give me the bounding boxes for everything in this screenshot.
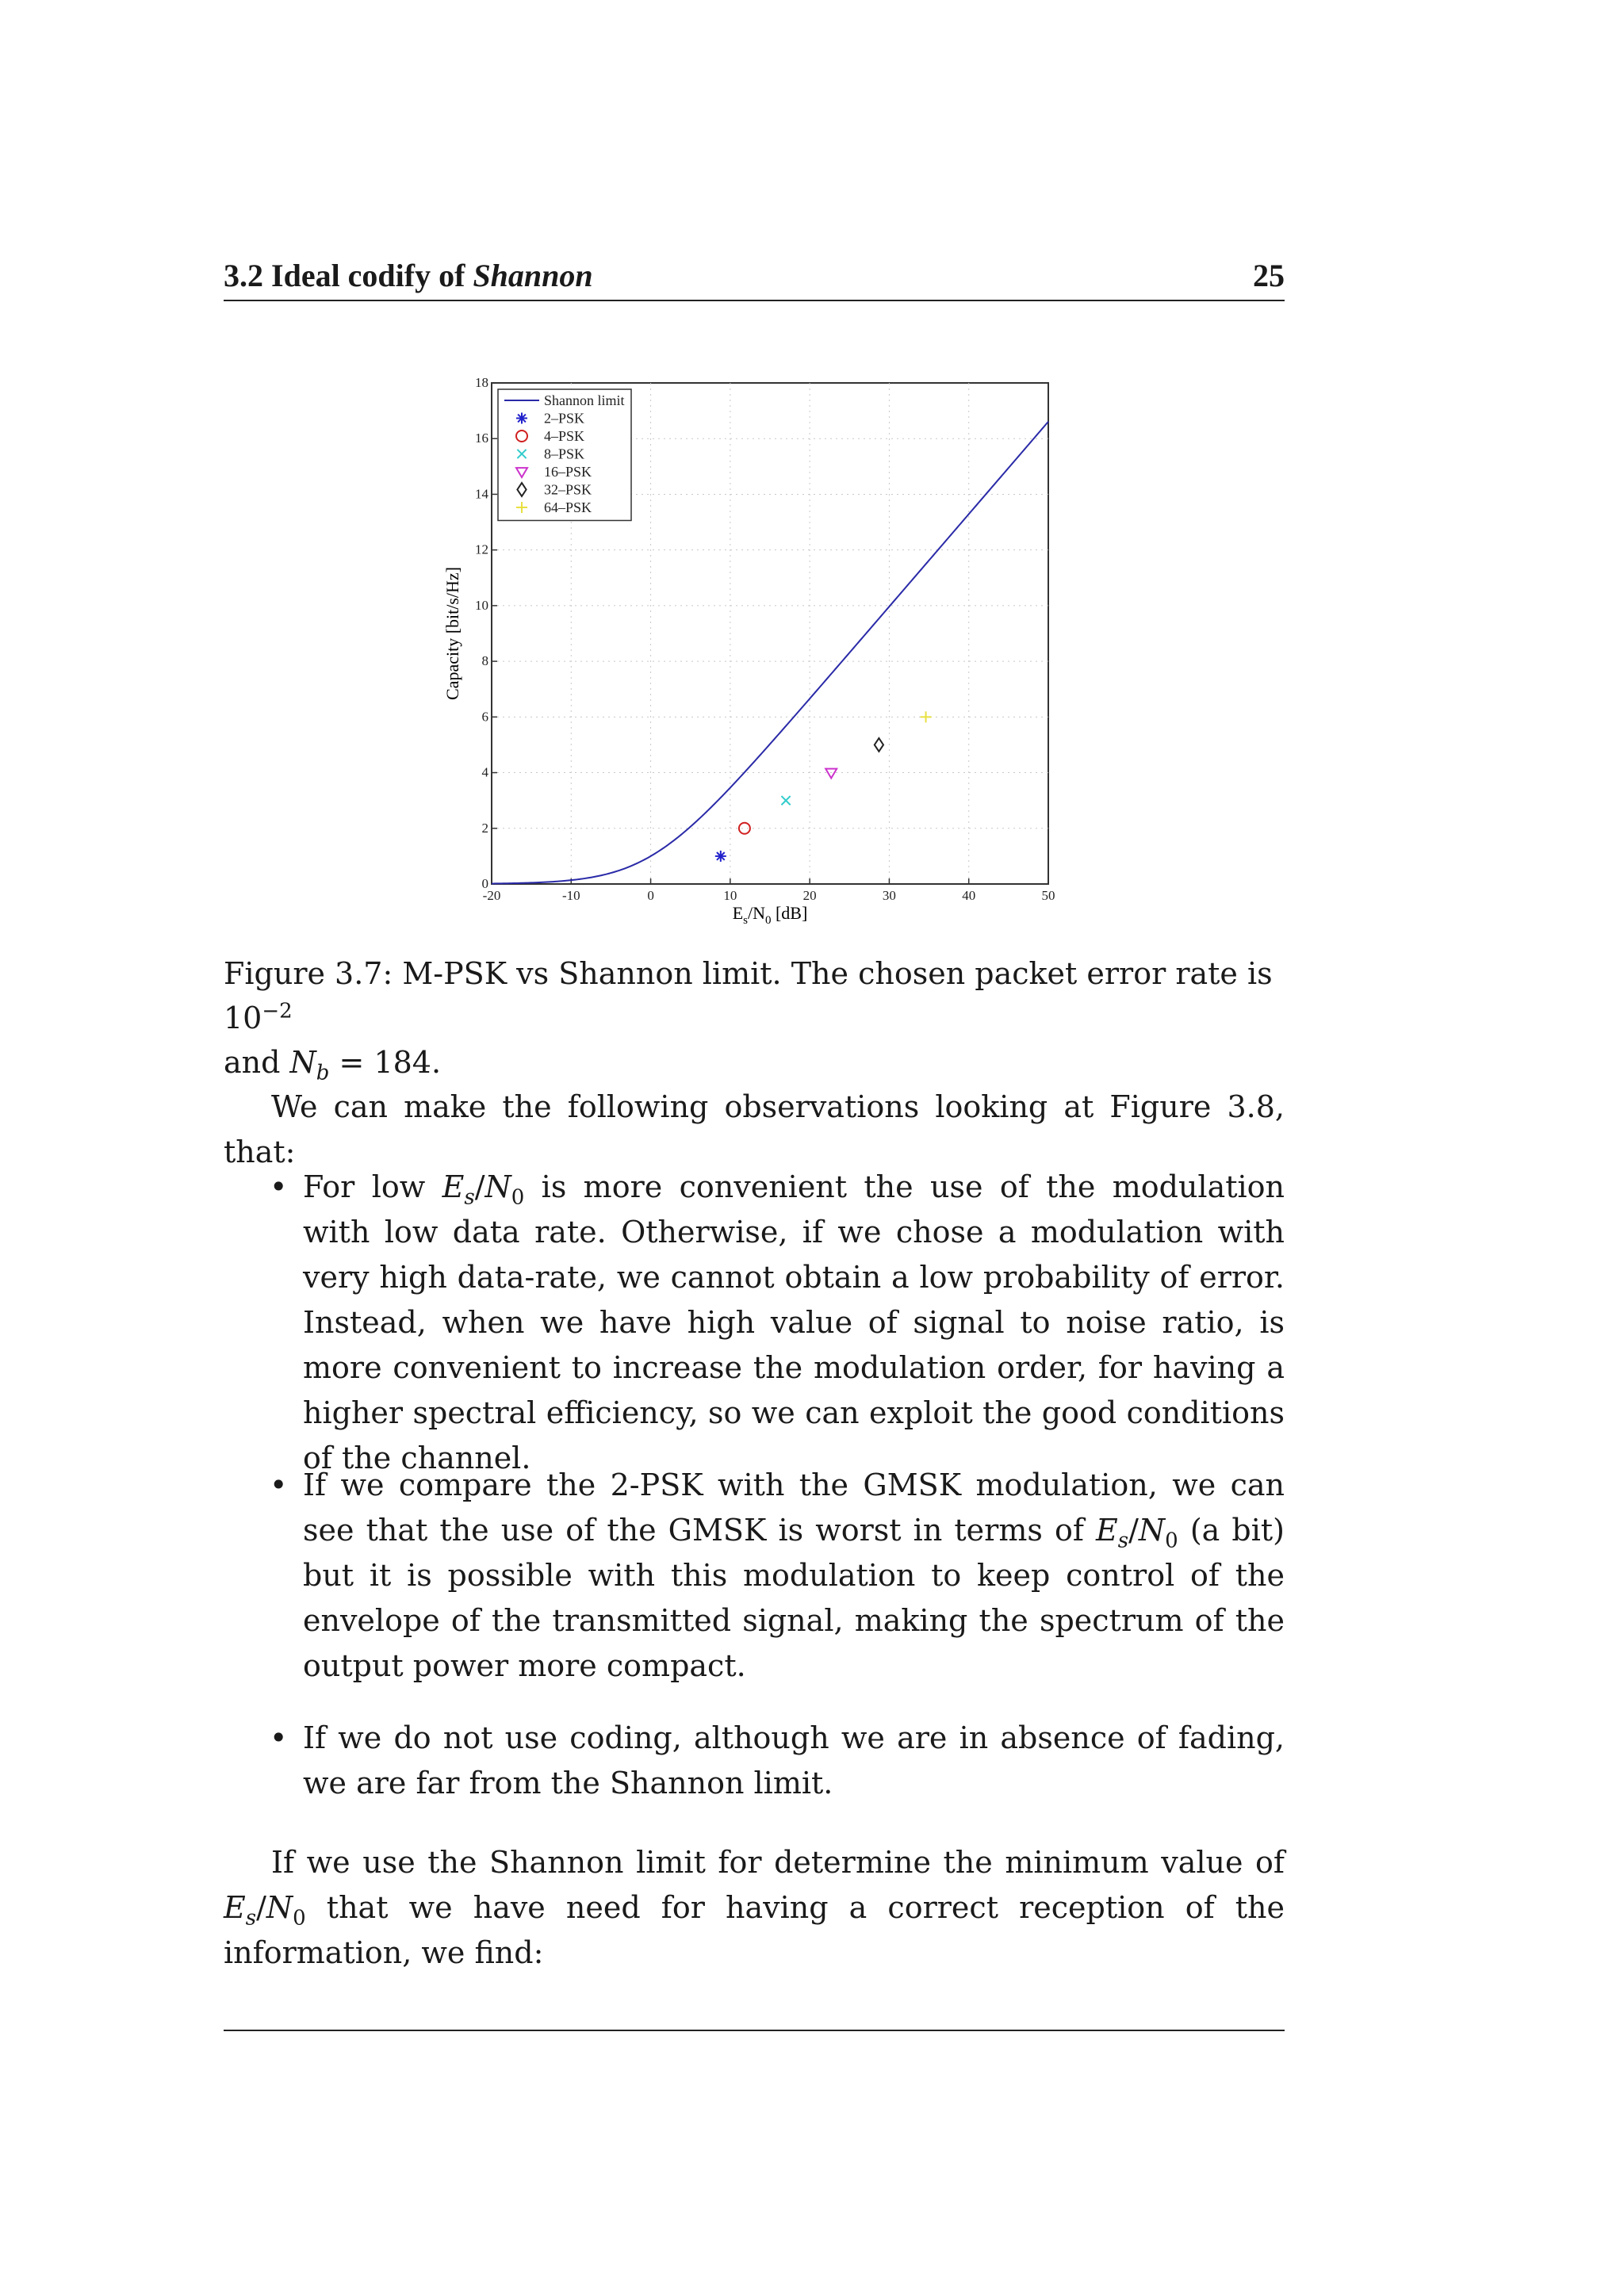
- legend: [498, 389, 631, 521]
- page-number: 25: [1253, 258, 1285, 293]
- bullet-dot: •: [270, 1468, 288, 1502]
- bullet-item: • For low $E_s/N_0$ is more convenient the use of the modulation with low data rate. Otherwise, if we chose a modulation with very high data-rate, we cannot obtain a low probability of error. Instead, when we have high value of signal to noise ratio, is more convenient to increase the modulation order, for having a higher spectral efficiency, so we can exploit the good conditions of the channel.: [303, 1165, 1285, 1481]
- intro-paragraph: We can make the following observations looking at Figure 3.8, that:: [224, 1089, 1285, 1169]
- x-tick-label: -10: [561, 888, 580, 903]
- y-tick-label: 12: [475, 541, 488, 557]
- bullet-dot: •: [270, 1169, 288, 1204]
- y-tick-label: 10: [475, 597, 488, 613]
- legend-label: 16–PSK: [544, 464, 592, 480]
- legend-label: 4–PSK: [544, 428, 585, 444]
- x-tick-label: 20: [802, 888, 817, 903]
- x-tick-label: 30: [882, 888, 896, 903]
- y-tick-label: 16: [475, 430, 488, 446]
- closing-paragraph: If we use the Shannon limit for determine the minimum value of $E_s/N_0$ that we have need for having a correct reception of the information, we find:: [224, 1845, 1285, 1970]
- y-tick-label: 2: [481, 820, 488, 836]
- footer-rule: [224, 2030, 1285, 2031]
- psk-capacity-chart: [428, 369, 1142, 924]
- page-header: [224, 255, 1285, 301]
- x-tick-label: -20: [482, 888, 501, 903]
- legend-label: 32–PSK: [544, 481, 592, 498]
- legend-label: Shannon limit: [544, 392, 625, 408]
- x-axis-label: $E_s/N_0$ [dB]: [732, 903, 808, 924]
- legend-label: 8–PSK: [544, 446, 585, 462]
- figure-caption: Figure 3.7: M-PSK vs Shannon limit. The chosen packet error rate is $10^{-2}$ and $N_b = 184$.: [224, 956, 1273, 1085]
- bullet-item: • If we compare the 2-PSK with the GMSK modulation, we can see that the use of the GMSK is worst in terms of $E_s/N_0$ (a bit) but it is possible with this modulation to keep control of the envelope of the transmitted signal, making the spectrum of the output power more compact.: [303, 1463, 1285, 1689]
- y-axis-label: Capacity [bit/s/Hz]: [442, 566, 462, 701]
- y-tick-label: 18: [475, 375, 488, 390]
- y-tick-label: 14: [475, 486, 488, 502]
- y-tick-label: 6: [481, 709, 488, 725]
- y-tick-label: 8: [481, 653, 488, 669]
- y-tick-label: 4: [481, 764, 488, 780]
- y-tick-label: 0: [481, 876, 488, 891]
- x-tick-label: 50: [1041, 888, 1055, 903]
- bullet-item: • If we do not use coding, although we are in absence of fading, we are far from the Shannon limit.: [303, 1716, 1285, 1806]
- legend-label: 64–PSK: [544, 499, 592, 515]
- legend-label: 2–PSK: [544, 410, 585, 427]
- bullet-dot: •: [270, 1720, 288, 1755]
- x-tick-label: 40: [962, 888, 976, 903]
- x-tick-label: 10: [723, 888, 737, 903]
- section-title: 3.2 Ideal codify of Shannon: [224, 258, 593, 293]
- x-tick-label: 0: [647, 888, 654, 903]
